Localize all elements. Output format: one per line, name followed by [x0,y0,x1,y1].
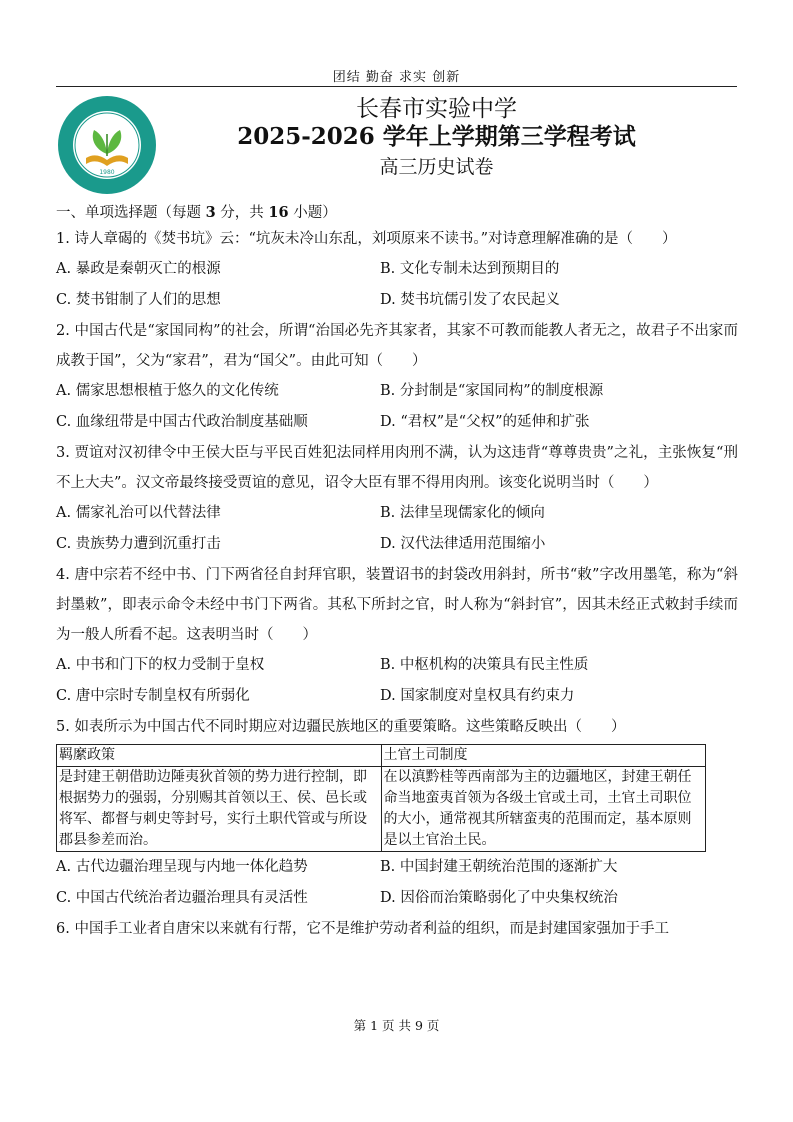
subject-title: 高三历史试卷 [379,156,494,178]
q3-option-d[interactable]: D. 汉代法律适用范围缩小 [380,536,546,552]
q1-option-b[interactable]: B. 文化专制未达到预期目的 [380,261,560,277]
table-header-cell: 羁縻政策 [57,745,382,767]
q4-option-d[interactable]: D. 国家制度对皇权具有约束力 [380,688,575,704]
policy-table [56,744,706,852]
q3-option-c[interactable]: C. 贵族势力遭到沉重打击 [56,536,221,552]
question-5-options-row1 [56,852,738,883]
q5-option-b[interactable]: B. 中国封建王朝统治范围的逐渐扩大 [380,859,618,875]
exam-content [56,202,738,944]
section-count: 16 [268,204,289,221]
q2-option-b[interactable]: B. 分封制是“家国同构”的制度根源 [380,383,604,399]
q5-option-c[interactable]: C. 中国古代统治者边疆治理具有灵活性 [56,890,308,906]
question-4-options-row1 [56,650,738,681]
question-5-stem: 5. 如表所示为中国古代不同时期应对边疆民族地区的重要策略。这些策略反映出（ ） [56,719,626,735]
table-cell: 在以滇黔桂等西南部为主的边疆地区，封建王朝任命当地蛮夷首领为各级土官或土司，土官土司职位的大小，通常视其所辖蛮夷的范围而定，基本原则是以土官治土民。 [381,767,706,852]
page-number: 第 1 页 共 9 页 [353,1018,440,1033]
question-1-stem: 1. 诗人章碣的《焚书坑》云：“坑灰未冷山东乱，刘项原来不读书。”对诗意理解准确的是（ ） [56,231,677,247]
question-4-options-row2 [56,681,738,712]
table-header-cell: 土官土司制度 [381,745,706,767]
q1-option-d[interactable]: D. 焚书坑儒引发了农民起义 [380,292,560,308]
q4-option-c[interactable]: C. 唐中宗时专制皇权有所弱化 [56,688,250,704]
question-1-options-row1 [56,254,738,285]
q4-option-b[interactable]: B. 中枢机构的决策具有民主性质 [380,657,589,673]
q2-option-d[interactable]: D. “君权”是“父权”的延伸和扩张 [380,414,590,430]
question-2-options-row2 [56,407,738,438]
question-4-stem: 4. 唐中宗若不经中书、门下两省径自封拜官职，装置诏书的封袋改用斜封，所书“敕”字改用墨笔，称为“斜封墨敕”，即表示命令未经中书门下两省。其私下所封之官，时人称为“斜封官”，因其未经正式敕封手续而为一般人所看不起。这表明当时（ ） [56,567,738,643]
q1-option-a[interactable]: A. 暴政是秦朝灭亡的根源 [56,261,221,277]
question-3-options-row1 [56,498,738,529]
school-name: 长春市实验中学 [356,96,517,122]
q5-option-a[interactable]: A. 古代边疆治理呈现与内地一体化趋势 [56,859,308,875]
section-score: 3 [205,204,216,221]
table-row [57,767,706,852]
q3-option-b[interactable]: B. 法律呈现儒家化的倾向 [380,505,545,521]
question-2-options-row1 [56,376,738,407]
question-2-stem: 2. 中国古代是“家国同构”的社会，所谓“治国必先齐其家者，其家不可教而能教人者无之，故君子不出家而成教于国”，父为“家君”，君为“国父”。由此可知（ ） [56,323,738,369]
school-motto: 团结 勤奋 求实 创新 [332,70,461,85]
section-heading: 一、单项选择题（每题 3 分，共 16 小题） [56,204,337,221]
q2-option-c[interactable]: C. 血缘纽带是中国古代政治制度基础顺 [56,414,308,430]
question-3-stem: 3. 贾谊对汉初律令中王侯大臣与平民百姓犯法同样用肉刑不满，认为这违背“尊尊贵贵”之礼，主张恢复“刑不上大夫”。汉文帝最终接受贾谊的意见，诏令大臣有罪不得用肉刑。该变化说明当时（ ） [56,445,738,491]
q3-option-a[interactable]: A. 儒家礼治可以代替法律 [56,505,221,521]
logo-year: 1980 [99,169,115,176]
q4-option-a[interactable]: A. 中书和门下的权力受制于皇权 [56,657,265,673]
exam-title: 2025-2026 学年上学期第三学程考试 [237,123,636,150]
q2-option-a[interactable]: A. 儒家思想根植于悠久的文化传统 [56,383,279,399]
q1-option-c[interactable]: C. 焚书钳制了人们的思想 [56,292,221,308]
question-6-stem: 6. 中国手工业者自唐宋以来就有行帮，它不是维护劳动者利益的组织，而是封建国家强加于手工 [56,921,669,937]
question-1-options-row2 [56,285,738,316]
header-divider [56,86,737,87]
table-header-row [57,745,706,767]
q5-option-d[interactable]: D. 因俗而治策略弱化了中央集权统治 [380,890,618,906]
question-3-options-row2 [56,529,738,560]
question-5-options-row2 [56,883,738,914]
table-cell: 是封建王朝借助边陲夷狄首领的势力进行控制，即根据势力的强弱，分别赐其首领以王、侯、邑长或将军、都督与刺史等封号，实行土职代管或与所设郡县参差而治。 [57,767,382,852]
